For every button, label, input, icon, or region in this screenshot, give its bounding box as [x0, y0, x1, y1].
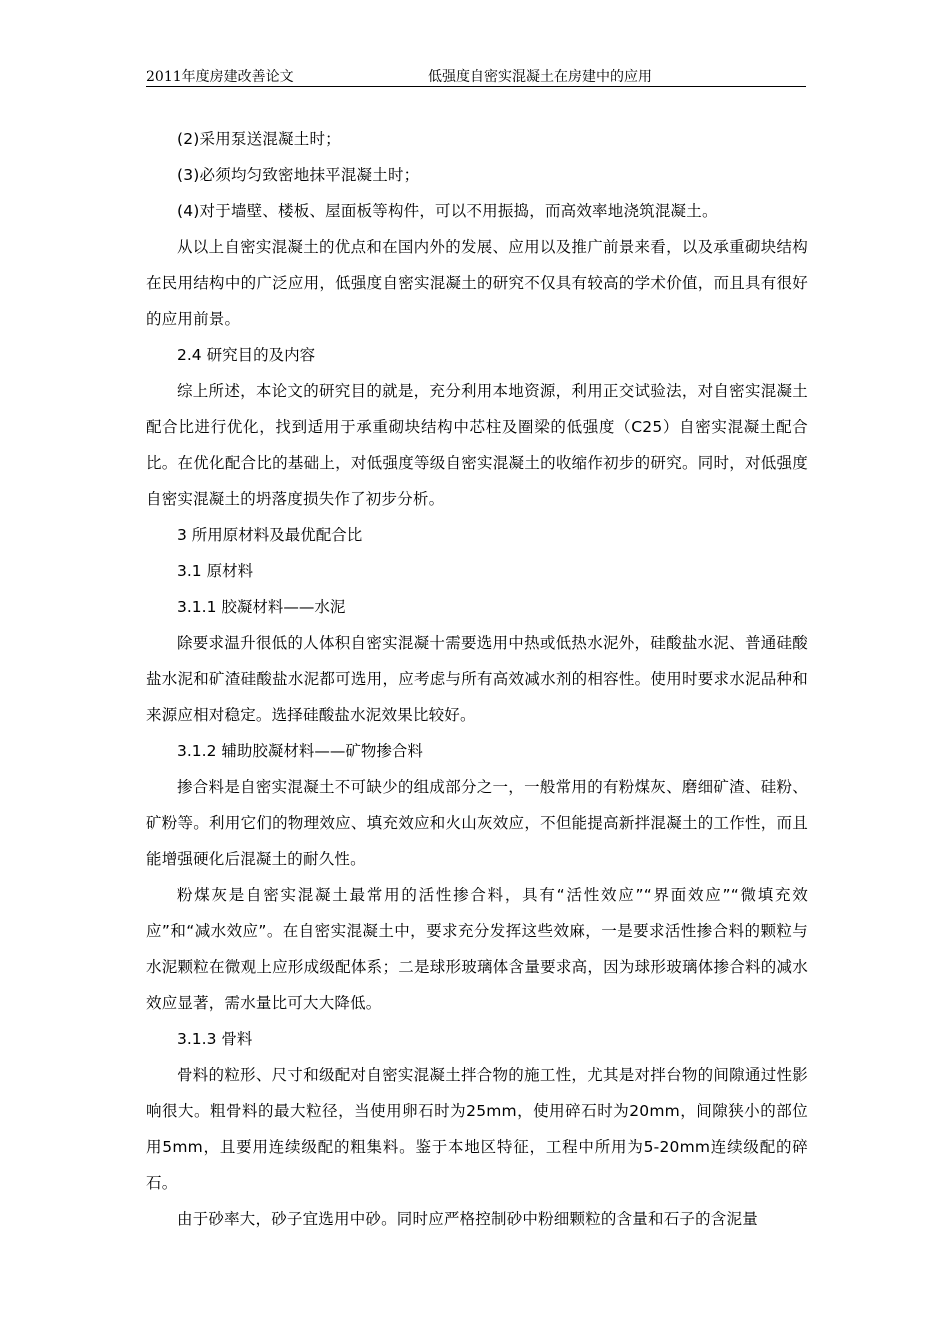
header-left-title: 2011年度房建改善论文 — [146, 69, 294, 85]
body-text — [146, 121, 808, 1237]
paragraph: 从以上自密实混凝土的优点和在国内外的发展、应用以及推广前景来看，以及承重砌块结构在民用结构中的广泛应用，低强度自密实混凝土的研究不仅具有较高的学术价值，而且具有很好的应用前景。 — [146, 238, 808, 328]
header-center-title: 低强度自密实混凝土在房建中的应用 — [428, 69, 652, 85]
section-heading: 2.4 研究目的及内容 — [177, 346, 316, 364]
paragraph: 综上所述，本论文的研究目的就是，充分利用本地资源，利用正交试验法，对自密实混凝土配合比进行优化，找到适用于承重砌块结构中芯柱及圈梁的低强度（C25）自密实混凝土配合比。在优化配合比的基础上，对低强度等级自密实混凝土的收缩作初步的研究。同时，对低强度自密实混凝土的坍落度损失作了初步分析。 — [146, 382, 808, 508]
paragraph: 粉煤灰是自密实混凝土最常用的活性掺合料，具有“活性效应”“界面效应”“微填充效应”和“减水效应”。在自密实混凝土中，要求充分发挥这些效麻，一是要求活性掺合料的颗粒与水泥颗粒在微观上应形成级配体系；二是球形玻璃体含量要求高，因为球形玻璃体掺合料的减水效应显著，需水量比可大大降低。 — [146, 886, 808, 1012]
paragraph: (3)必须均匀致密地抹平混凝土时； — [177, 166, 420, 184]
section-heading: 3.1 原材料 — [177, 562, 254, 580]
paragraph: (2)采用泵送混凝土时； — [177, 130, 341, 148]
section-heading: 3.1.3 骨料 — [177, 1030, 253, 1048]
section-heading: 3 所用原材料及最优配合比 — [177, 526, 363, 544]
paragraph: 由于砂率大，砂子宜选用中砂。同时应严格控制砂中粉细颗粒的含量和石子的含泥量 — [177, 1210, 758, 1228]
paragraph: 骨料的粒形、尺寸和级配对自密实混凝土拌合物的施工性，尤其是对拌台物的间隙通过性影响很大。粗骨料的最大粒径，当使用卵石时为25mm，使用碎石时为20mm，间隙狭小的部位用5mm，且要用连续级配的粗集料。鉴于本地区特征，工程中所用为5-20mm连续级配的碎石。 — [146, 1066, 808, 1192]
section-heading: 3.1.2 辅助胶凝材料——矿物掺合料 — [177, 742, 423, 760]
paragraph: 除要求温升很低的人体积自密实混凝十需要选用中热或低热水泥外，硅酸盐水泥、普通硅酸盐水泥和矿渣硅酸盐水泥都可选用，应考虑与所有高效减水剂的相容性。使用时要求水泥品种和来源应相对稳定。选择硅酸盐水泥效果比较好。 — [146, 634, 808, 724]
running-header — [146, 66, 806, 87]
paragraph: 掺合料是自密实混凝土不可缺少的组成部分之一，一般常用的有粉煤灰、磨细矿渣、硅粉、矿粉等。利用它们的物理效应、填充效应和火山灰效应，不但能提高新拌混凝土的工作性，而且能增强硬化后混凝土的耐久性。 — [146, 778, 808, 868]
section-heading: 3.1.1 胶凝材料——水泥 — [177, 598, 346, 616]
paragraph: (4)对于墙壁、楼板、屋面板等构件，可以不用振捣，而高效率地浇筑混凝土。 — [177, 202, 718, 220]
